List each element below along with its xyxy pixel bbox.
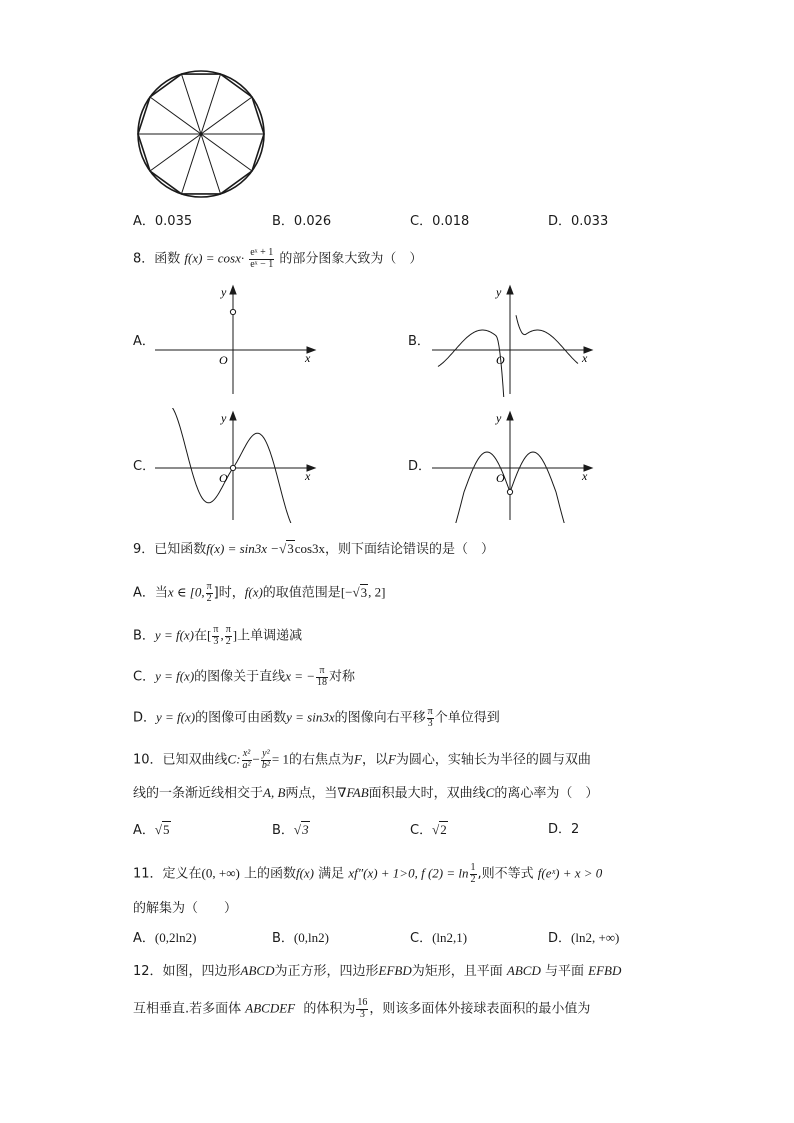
graph-label-a: A． <box>133 334 155 349</box>
q7-option-b: B．0.026 <box>272 214 332 229</box>
q10-option-c-radicand: 2 <box>440 822 447 837</box>
q10-AB: A, B <box>263 785 286 800</box>
q9-option-d-text: 的图像可由函数 <box>195 710 287 726</box>
q11-option-c <box>410 931 467 945</box>
q9-option-b: B．y = f(x)在[ $\frac{\pi}{3}$ , $\frac{\pi}{2}$ ]上单调递减 <box>133 624 303 647</box>
q12-text2: 为正方形，四边形 <box>274 964 379 979</box>
q9-option-a-range-start: [− <box>340 584 353 600</box>
q12-line1 <box>133 964 621 978</box>
q9-option-b-frac1 <box>212 625 219 647</box>
q11-option-d-value: (ln2, +∞) <box>571 930 620 945</box>
q10-C: C <box>485 785 495 800</box>
graph-b <box>432 282 602 397</box>
q11-f: f(x) <box>295 865 315 881</box>
q9-sqrt: √3 <box>279 541 294 556</box>
y-label: y <box>221 285 227 299</box>
frac-den: 2 <box>470 873 476 885</box>
q10-option-b-radicand: 3 <box>302 822 309 837</box>
q9-option-a-frac <box>206 582 213 604</box>
q12-efbd2: EFBD <box>588 963 622 978</box>
frac-den: 2 <box>225 635 231 647</box>
q12-text7: ，则该多面体外接球表面积的最小值为 <box>369 1001 591 1017</box>
q7-option-d: D．0.033 <box>548 214 609 229</box>
q12-efbd: EFBD <box>378 963 412 978</box>
q12-text5: 互相垂直.若多面体 <box>133 1001 242 1017</box>
q11-line2: 的解集为（ ） <box>133 901 238 916</box>
x-label: x <box>582 469 588 483</box>
x-label: x <box>582 351 588 365</box>
q12-text6: 的体积为 <box>303 1001 356 1017</box>
graph-curve <box>440 452 577 523</box>
frac-num: x² <box>242 748 251 759</box>
q11-option-b-label: B． <box>272 931 294 946</box>
q10-option-c-label: C． <box>410 823 433 838</box>
q10-eq: = 1 <box>271 751 289 767</box>
graph-d <box>432 408 602 523</box>
frac-den: b² <box>261 759 270 771</box>
q10-text4: 为圆心，实轴长为半径的圆与双曲 <box>395 752 591 768</box>
circle-figure <box>132 67 270 203</box>
q8-fraction <box>249 248 274 270</box>
frac-num: 16 <box>357 997 368 1008</box>
frac-num: π <box>316 666 328 678</box>
frac-num: y² <box>262 748 270 759</box>
q11-text2: 上的函数 <box>243 866 296 882</box>
q12-line2 <box>133 998 590 1020</box>
graph-curve-left <box>438 330 504 397</box>
q10-option-a: A．√5 <box>133 822 170 838</box>
q9-option-d-label: D． <box>133 710 157 726</box>
origin-label: O <box>496 471 505 485</box>
graph-curve <box>169 408 293 523</box>
q9-option-d-text2: 的图像向右平移 <box>334 710 426 726</box>
q10-F2: F <box>387 751 396 767</box>
q11-option-a <box>133 931 196 945</box>
open-point <box>230 465 235 470</box>
q10-text2: 的右焦点为 <box>288 752 354 768</box>
q10-triangle: ∇FAB <box>337 785 369 800</box>
q9-option-a-radicand: 3 <box>360 584 368 600</box>
y-label: y <box>496 285 502 299</box>
frac-den: 3 <box>359 1008 365 1020</box>
frac-den: 18 <box>317 676 328 688</box>
q11-inequality: f(eˣ) + x > 0 <box>537 865 603 881</box>
q10-c: C: <box>227 751 241 767</box>
q10-option-d: D．2 <box>548 822 580 837</box>
q8-function: f(x) = cosx· <box>184 250 245 266</box>
q11-option-b-value: (0,ln2) <box>293 930 329 945</box>
q9-stem-text: 9．已知函数 <box>133 542 207 557</box>
q9-option-a-range-end: , 2] <box>368 584 386 600</box>
q12-frac <box>356 998 368 1020</box>
origin-label: O <box>219 471 228 485</box>
q9-option-d-g: y = sin3x <box>286 709 335 725</box>
q10-text6: 两点，当 <box>285 786 338 801</box>
q11-line1 <box>133 863 602 885</box>
q9-option-b-f: y = f(x) <box>154 627 195 643</box>
graph-curve-right <box>516 315 578 363</box>
q10-text7: 面积最大时，双曲线 <box>368 786 486 801</box>
q10-text5: 线的一条渐近线相交于 <box>133 786 264 801</box>
graph-label-c: C． <box>133 459 156 474</box>
q10-option-a-radicand: 5 <box>163 822 170 837</box>
frac-num: π <box>206 581 212 592</box>
y-label: y <box>221 411 227 425</box>
y-label: y <box>496 411 502 425</box>
q10-line2 <box>133 786 598 800</box>
q8-stem <box>133 248 422 270</box>
q9-option-c-label: C． <box>133 669 156 685</box>
q11-text3: 满足 <box>318 866 345 882</box>
q9-option-c-f: y = f(x) <box>155 668 195 684</box>
q11-condition: xf″(x) + 1>0, f (2) = ln <box>348 865 469 881</box>
q10-option-b: B．√3 <box>272 822 309 838</box>
q12-text: 12．如图，四边形 <box>133 964 241 979</box>
q10-text8: 的离心率为（ ） <box>494 786 599 801</box>
q9-option-b-text: 在 <box>194 628 208 644</box>
q9-option-d-text3: 个单位得到 <box>434 710 500 726</box>
q10-line1 <box>133 749 591 771</box>
x-label: x <box>305 469 311 483</box>
q8-number: 8．函数 <box>133 251 181 267</box>
q12-text4: 与平面 <box>544 964 584 979</box>
frac-num: π <box>427 706 433 717</box>
q9-option-d <box>133 707 500 729</box>
origin-label: O <box>219 353 228 367</box>
q11-option-d-label: D． <box>548 931 572 946</box>
q8-frac-den: eˣ − 1 <box>250 258 274 270</box>
origin-label: O <box>496 353 505 367</box>
q9-option-a <box>133 582 385 604</box>
q11-text4: ,则不等式 <box>477 866 534 882</box>
q11-option-c-label: C． <box>410 931 433 946</box>
q11-text: 11．定义在 <box>133 866 202 882</box>
q11-option-a-label: A． <box>133 931 155 946</box>
q9-stem-end: ，则下面结论错误的是（ ） <box>325 542 495 557</box>
q8-frac-num: eˣ + 1 <box>250 247 274 258</box>
q9-stem <box>133 542 494 556</box>
graph-a <box>155 282 325 397</box>
q8-text-after: 的部分图象大致为（ ） <box>279 251 423 267</box>
q10-option-c: C．√2 <box>410 822 447 838</box>
q11-option-c-value: (ln2,1) <box>432 930 468 945</box>
q10-text: 10．已知双曲线 <box>133 752 228 768</box>
q12-polyhedron: ABCDEF <box>245 1000 296 1016</box>
frac-num: 1 <box>470 862 476 873</box>
frac-den: 3 <box>427 717 433 729</box>
q11-option-a-value: (0,2ln2) <box>154 930 197 945</box>
q9-option-a-f: f(x) <box>244 584 263 600</box>
q9-option-a-sqrt: √3 <box>352 584 368 600</box>
q11-option-b <box>272 931 329 945</box>
q9-function: f(x) = sin3x − <box>206 541 280 556</box>
q10-frac1 <box>242 749 252 771</box>
q9-option-a-text: ]时， <box>213 585 245 601</box>
graph-label-b: B． <box>408 334 430 349</box>
y-axis-arrow <box>507 412 513 420</box>
y-axis-arrow <box>507 286 513 294</box>
open-point <box>507 489 512 494</box>
q12-abcd: ABCD <box>240 963 275 978</box>
q9-option-a-x: x ∈ [0, <box>167 584 205 600</box>
graph-label-d: D． <box>408 459 432 474</box>
frac-den: a² <box>242 759 251 771</box>
q9-option-c-frac <box>316 666 328 688</box>
q9-option-a-label: A．当 <box>133 585 168 601</box>
q9-option-b-frac2 <box>225 625 232 647</box>
frac-den: 3 <box>213 635 219 647</box>
q10-text3: ，以 <box>361 752 388 768</box>
q10-option-b-label: B． <box>272 823 294 838</box>
graph-c <box>155 408 325 523</box>
q9-option-c-x: x = − <box>285 668 316 684</box>
q10-frac2 <box>261 749 271 771</box>
q9-option-a-text2: 的取值范围是 <box>262 585 341 601</box>
frac-num: π <box>213 624 219 635</box>
q9-sqrt-radicand: 3 <box>287 541 294 556</box>
q10-F: F <box>354 751 362 767</box>
frac-num: π <box>225 624 231 635</box>
q9-option-c-text: 的图像关于直线 <box>194 669 286 685</box>
q10-minus: − <box>252 751 260 767</box>
q11-option-d <box>548 931 619 945</box>
x-label: x <box>305 351 311 365</box>
q11-domain: (0, +∞) <box>201 865 240 881</box>
q9-option-b-label: B． <box>133 628 155 644</box>
frac-den: 2 <box>206 592 212 604</box>
q7-option-a: A．0.035 <box>133 214 193 229</box>
q12-text3: 为矩形，且平面 <box>411 964 503 979</box>
q9-option-d-frac <box>427 707 434 729</box>
q9-cos-term: cos3x <box>294 541 326 556</box>
y-axis-arrow <box>230 412 236 420</box>
q9-option-d-f: y = f(x) <box>156 709 196 725</box>
q11-frac <box>470 863 477 885</box>
q10-option-a-label: A． <box>133 823 155 838</box>
q12-abcd2: ABCD <box>506 963 541 978</box>
q9-option-b-text2: 上单调递减 <box>237 628 303 644</box>
q9-option-c-text2: 对称 <box>329 669 356 685</box>
y-axis-arrow <box>230 286 236 294</box>
open-point <box>230 309 235 314</box>
q9-option-c <box>133 666 355 688</box>
q7-option-c: C．0.018 <box>410 214 470 229</box>
